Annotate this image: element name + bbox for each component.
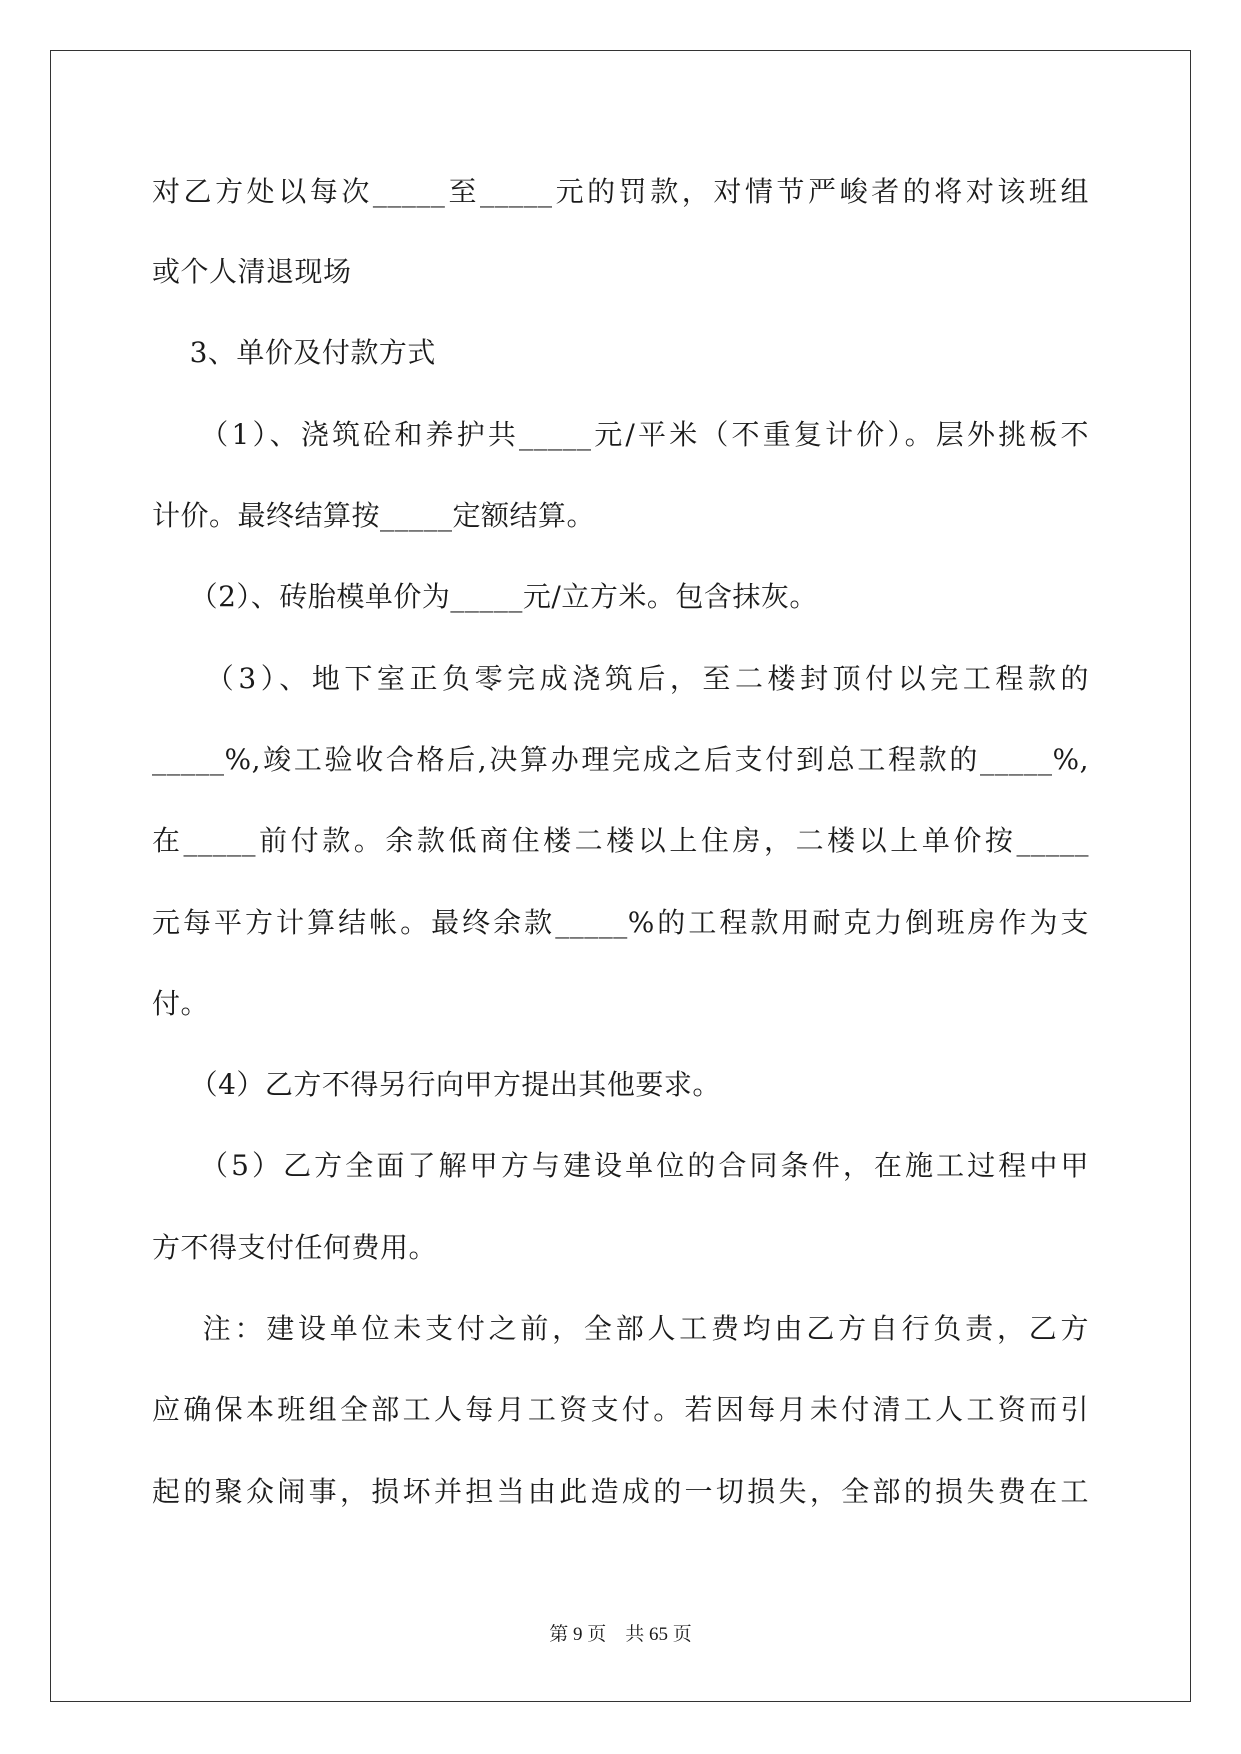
text-line: 3、单价及付款方式 <box>152 336 436 369</box>
text-line: 计价。最终结算按_____定额结算。 <box>152 499 596 532</box>
text-line: 在_____前付款。余款低商住楼二楼以上住房，二楼以上单价按_____ <box>152 824 1089 857</box>
text-line: 方不得支付任何费用。 <box>152 1231 438 1264</box>
text-line: 或个人清退现场 <box>152 255 352 288</box>
text-line: 注：建设单位未支付之前，全部人工费均由乙方自行负责，乙方 <box>152 1312 1089 1345</box>
text-line: 元每平方计算结帐。最终余款_____%的工程款用耐克力倒班房作为支 <box>152 906 1089 939</box>
text-line: （1）、浇筑砼和养护共_____元/平米（不重复计价）。层外挑板不 <box>152 418 1089 451</box>
page-border <box>50 50 1191 1702</box>
text-line: 对乙方处以每次_____至_____元的罚款，对情节严峻者的将对该班组 <box>152 175 1089 208</box>
text-line: _____%,竣工验收合格后,决算办理完成之后支付到总工程款的_____%, <box>152 743 1089 776</box>
text-line: （4）乙方不得另行向甲方提出其他要求。 <box>152 1068 721 1101</box>
page-number-footer: 第 9 页 共 65 页 <box>549 1624 692 1645</box>
text-line: （3）、地下室正负零完成浇筑后，至二楼封顶付以完工程款的 <box>152 662 1089 695</box>
text-line: 起的聚众闹事，损坏并担当由此造成的一切损失，全部的损失费在工 <box>152 1475 1089 1508</box>
text-line: 应确保本班组全部工人每月工资支付。若因每月未付清工人工资而引 <box>152 1393 1089 1426</box>
text-line: 付。 <box>152 987 210 1020</box>
text-line: （5）乙方全面了解甲方与建设单位的合同条件，在施工过程中甲 <box>152 1149 1089 1182</box>
text-line: （2）、砖胎模单价为_____元/立方米。包含抹灰。 <box>152 580 818 613</box>
